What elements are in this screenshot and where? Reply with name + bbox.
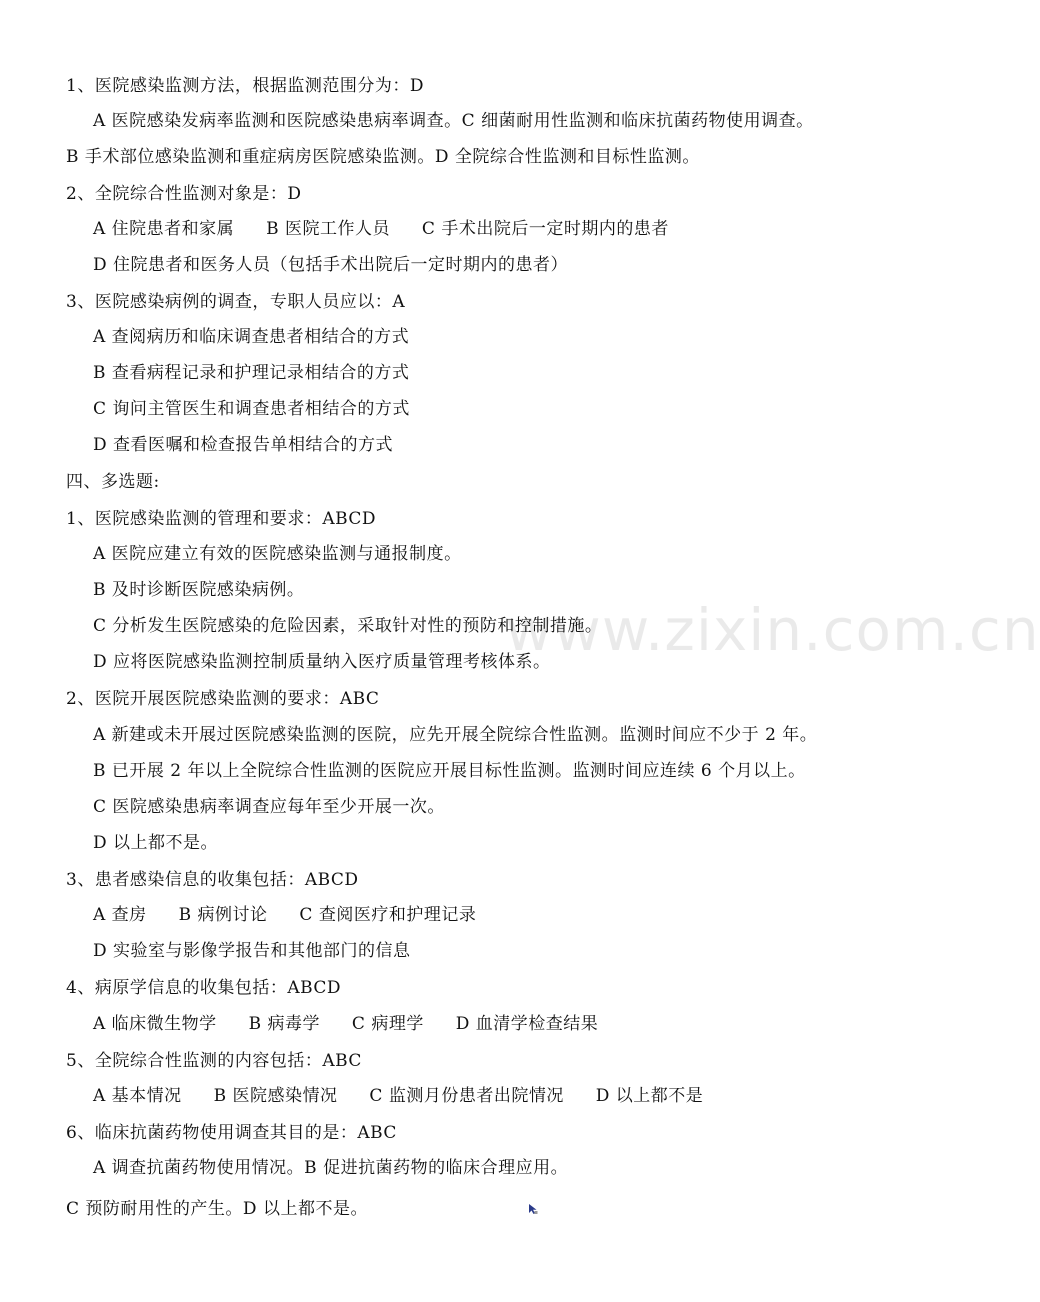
question-heading: 4、病原学信息的收集包括：ABCD [66,978,342,998]
option-item: C 手术出院后一定时期内的患者 [421,219,669,239]
option-line: B 已开展 2 年以上全院综合性监测的医院应开展目标性监测。监测时间应连续 6 个月以上。 [93,761,806,781]
option-item: B 病毒学 [248,1014,320,1034]
option-row [93,904,476,926]
option-line: B 手术部位感染监测和重症病房医院感染监测。D 全院综合性监测和目标性监测。 [66,147,700,167]
option-item: A 住院患者和家属 [93,219,235,239]
option-line: D 以上都不是。 [93,833,219,853]
option-item: B 病例讨论 [178,905,268,925]
option-line: B 查看病程记录和护理记录相结合的方式 [93,363,410,383]
option-line: A 调查抗菌药物使用情况。B 促进抗菌药物的临床合理应用。 [93,1158,569,1178]
option-row [93,218,669,240]
question-heading: 6、临床抗菌药物使用调查其目的是：ABC [66,1123,397,1143]
option-row [93,1085,703,1107]
question-3-heading: 3、医院感染病例的调查，专职人员应以：A [66,292,406,312]
option-line: C 分析发生医院感染的危险因素，采取针对性的预防和控制措施。 [93,616,603,636]
option-line: A 查阅病历和临床调查患者相结合的方式 [93,327,410,347]
option-line: D 实验室与影像学报告和其他部门的信息 [93,941,411,961]
option-item: C 监测月份患者出院情况 [369,1086,564,1106]
question-1-heading: 1、医院感染监测方法，根据监测范围分为：D [66,76,424,96]
question-2-heading: 2、全院综合性监测对象是：D [66,184,302,204]
cursor-icon [527,1203,539,1215]
section-heading: 四、多选题: [66,472,160,492]
option-item: B 医院感染情况 [213,1086,338,1106]
option-item: A 临床微生物学 [93,1014,217,1034]
option-line: C 询问主管医生和调查患者相结合的方式 [93,399,410,419]
option-line: C 预防耐用性的产生。D 以上都不是。 [66,1199,368,1219]
option-item: A 基本情况 [93,1086,182,1106]
option-item: B 医院工作人员 [266,219,390,239]
option-line: D 查看医嘱和检查报告单相结合的方式 [93,435,394,455]
option-line: D 应将医院感染监测控制质量纳入医疗质量管理考核体系。 [93,652,551,672]
option-line: B 及时诊断医院感染病例。 [93,580,305,600]
option-line: A 医院感染发病率监测和医院感染患病率调查。C 细菌耐用性监测和临床抗菌药物使用调查。 [93,111,814,131]
option-item: D 以上都不是 [595,1086,704,1106]
option-item: D 血清学检查结果 [455,1014,599,1034]
question-heading: 2、医院开展医院感染监测的要求：ABC [66,689,380,709]
option-item: C 查阅医疗和护理记录 [299,905,477,925]
option-line: D 住院患者和医务人员（包括手术出院后一定时期内的患者） [93,255,569,275]
option-item: A 查房 [93,905,147,925]
option-line: C 医院感染患病率调查应每年至少开展一次。 [93,797,445,817]
option-line: A 医院应建立有效的医院感染监测与通报制度。 [93,544,462,564]
option-line: A 新建或未开展过医院感染监测的医院，应先开展全院综合性监测。监测时间应不少于 2 年。 [93,725,818,745]
question-heading: 3、患者感染信息的收集包括：ABCD [66,870,359,890]
question-heading: 1、医院感染监测的管理和要求：ABCD [66,509,377,529]
option-row [93,1013,598,1035]
option-item: C 病理学 [351,1014,424,1034]
watermark: www.zixin.com.cn [505,596,1040,664]
question-heading: 5、全院综合性监测的内容包括：ABC [66,1051,362,1071]
